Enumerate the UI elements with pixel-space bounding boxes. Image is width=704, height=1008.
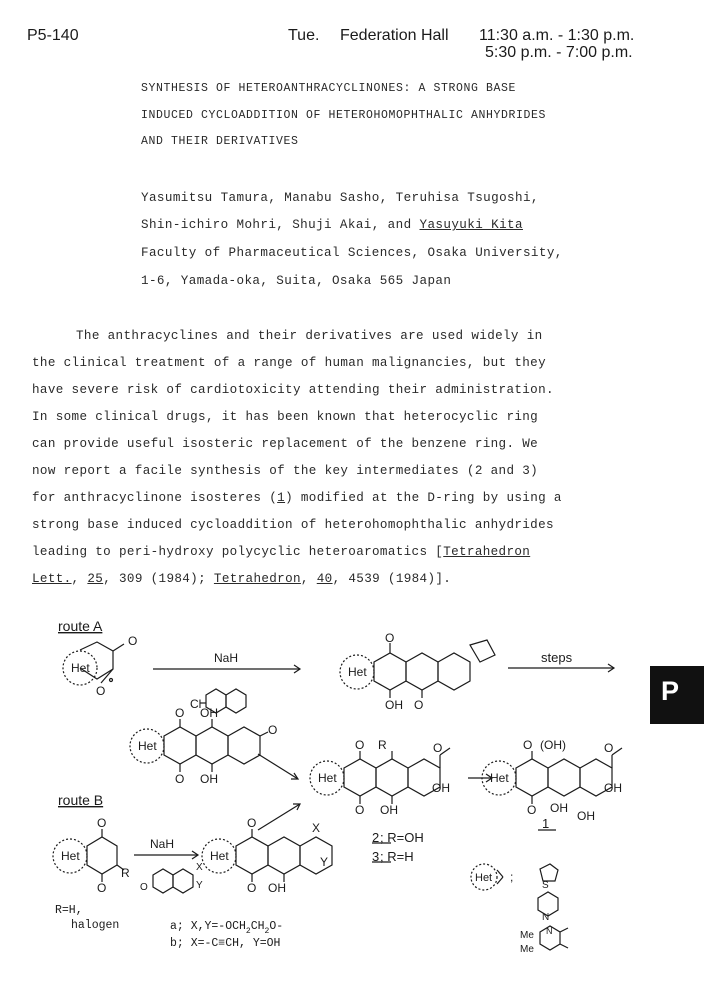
substituent-b: b; X=-C≡CH, Y=OH	[170, 937, 281, 950]
abstract-text: ,	[300, 572, 317, 586]
bond	[612, 748, 622, 755]
journal-name: Lett.	[32, 572, 72, 586]
abstract-text: leading to peri-hydroxy polycyclic heteroaromatics [	[32, 545, 444, 559]
affiliation-line-1: Faculty of Pharmaceutical Sciences, Osaka University,	[141, 246, 563, 260]
reagent-ring	[173, 869, 193, 893]
substituent-r: R=H,	[55, 904, 83, 917]
hydroxyl-label: OH	[380, 803, 398, 817]
reagent-ring	[153, 869, 173, 893]
title-line-1: SYNTHESIS OF HETEROANTHRACYCLINONES: A STRONG BASE	[141, 82, 517, 95]
quinone-ring	[87, 837, 117, 874]
session-time-2: 5:30 p.m. - 7:00 p.m.	[485, 44, 633, 61]
dioxolane-ring	[470, 640, 495, 662]
abstract-text: for anthracyclinone isosteres (	[32, 491, 278, 505]
y-label: Y	[320, 855, 329, 869]
het-label: Het	[318, 771, 337, 785]
carbonyl-o: O	[97, 816, 107, 830]
reaction-arrow	[258, 804, 300, 830]
hydroxyl-label: (OH)	[540, 738, 566, 752]
compound-3-label: 3	[372, 849, 380, 864]
quinone-ring	[516, 759, 548, 796]
subscript: 2	[264, 927, 270, 936]
quinone-ring	[236, 837, 268, 874]
bond	[560, 944, 568, 948]
compound-1-label: 1	[542, 816, 550, 831]
hydroxyl-label: OH	[577, 809, 595, 823]
route-b-label: route B	[58, 792, 104, 808]
chloro-label: Cl	[190, 697, 202, 711]
compound-ref-1: 1	[277, 491, 286, 505]
carbonyl-o: O	[175, 772, 185, 786]
title-line-2: INDUCED CYCLOADDITION OF HETEROHOMOPHTHALIC ANHYDRIDES	[141, 109, 547, 122]
subscript: 2	[245, 927, 251, 936]
session-venue: Federation Hall	[340, 27, 449, 44]
pyridine-n-label: N	[542, 912, 550, 923]
abstract-line-2: the clinical treatment of a range of human malignancies, but they	[32, 356, 546, 370]
carbonyl-o: O	[604, 741, 614, 755]
quinone-ring	[374, 653, 406, 690]
het-label: Het	[138, 739, 157, 753]
substituent-halogen: halogen	[71, 919, 120, 932]
carbonyl-o: O	[97, 881, 107, 895]
x-label: X	[312, 821, 321, 835]
hydroxyl-label: OH	[550, 801, 568, 815]
abstract-line-9	[32, 545, 530, 559]
presenting-author: Yasuyuki Kita	[419, 218, 523, 232]
volume-number: 40	[316, 572, 333, 586]
session-day: Tue.	[288, 27, 320, 44]
section-tab	[650, 666, 704, 724]
abstract-line-3: have severe risk of cardiotoxicity attending their administration.	[32, 383, 554, 397]
carbonyl-o: O	[433, 741, 443, 755]
het-label: Het	[348, 665, 367, 679]
abstract-line-6: now report a facile synthesis of the key intermediates (2 and 3)	[32, 464, 539, 478]
aromatic-ring	[196, 727, 228, 764]
compound-2-sub: ; R=OH	[380, 830, 424, 845]
title-line-3: AND THEIR DERIVATIVES	[141, 135, 299, 148]
het-label: Het	[71, 661, 90, 675]
reagent-nah-b: NaH	[150, 837, 175, 851]
abstract-text: , 309 (1984);	[103, 572, 214, 586]
carbonyl-o: O	[247, 816, 257, 830]
hydroxyl-label: OH	[200, 706, 218, 720]
het-label: Het	[61, 849, 80, 863]
bond	[497, 877, 503, 884]
reagent-nah-a: NaH	[214, 651, 239, 665]
arrow-head	[291, 773, 298, 779]
journal-name: Tetrahedron	[443, 545, 531, 559]
thiophene-s-label: S	[542, 880, 549, 891]
carbonyl-o: O	[527, 803, 537, 817]
carbonyl-o: O	[140, 882, 148, 893]
abstract-line-8: strong base induced cycloaddition of heterohomophthalic anhydrides	[32, 518, 554, 532]
methyl-label: Me	[520, 944, 534, 955]
compound-2-label: 2	[372, 830, 380, 845]
affiliation-line-2: 1-6, Yamada-oka, Suita, Osaka 565 Japan	[141, 274, 452, 288]
carbonyl-o: O	[414, 698, 424, 712]
authors-line-2	[141, 218, 523, 232]
compound-3-sub: ; R=H	[380, 849, 414, 864]
cyclohexane-ring	[438, 653, 470, 690]
abstract-text: ,	[71, 572, 88, 586]
het-label: Het	[475, 872, 493, 884]
carbonyl-o: O	[175, 706, 185, 720]
pyrazine-n-label: N	[546, 926, 553, 936]
hydroxyl-label: OH	[604, 781, 622, 795]
carbonyl-o: O	[355, 803, 365, 817]
bond	[113, 644, 124, 651]
volume-number: 25	[87, 572, 104, 586]
quinone-ring	[164, 727, 196, 764]
sub-text: O-	[269, 920, 284, 933]
methyl-label: Me	[520, 930, 534, 941]
het-label: Het	[490, 771, 509, 785]
bond	[560, 928, 568, 932]
sub-text: a; X,Y=-OCH	[170, 920, 246, 933]
journal-name: Tetrahedron	[213, 572, 301, 586]
carbonyl-o: O	[523, 738, 533, 752]
carbonyl-o: O	[268, 723, 278, 737]
r-group-label: R	[121, 866, 130, 880]
session-id: P5-140	[27, 27, 79, 44]
hydroxyl-label: OH	[385, 698, 403, 712]
aromatic-ring	[406, 653, 438, 690]
section-tab-letter: P	[660, 676, 679, 706]
carbonyl-o: O	[355, 738, 365, 752]
abstract-line-10	[32, 572, 451, 586]
abstract-text: , 4539 (1984)].	[332, 572, 452, 586]
carbonyl-o: O	[385, 631, 395, 645]
hydroxyl-label: OH	[268, 881, 286, 895]
session-time-1: 11:30 a.m. - 1:30 p.m.	[479, 27, 635, 44]
carbonyl-o: O	[128, 634, 138, 648]
abstract-line-4: In some clinical drugs, it has been known that heterocyclic ring	[32, 410, 539, 424]
reaction-scheme	[0, 600, 650, 1000]
aromatic-ring	[268, 837, 300, 874]
hydroxyl-label: OH	[432, 781, 450, 795]
route-a-label: route A	[58, 618, 103, 634]
sub-text: CH	[250, 920, 265, 933]
reaction-arrow	[258, 754, 298, 779]
carbonyl-o: O	[96, 684, 106, 698]
quinone-ring	[344, 759, 376, 796]
hydroxyl-label: OH	[200, 772, 218, 786]
substituent-a	[170, 920, 283, 936]
carbonyl-bond	[260, 732, 268, 736]
cyclohexanone-ring	[228, 727, 260, 764]
abstract-text: ) modified at the D-ring by using a	[285, 491, 562, 505]
thiophene-ring-icon	[540, 864, 558, 881]
carbonyl-o: O	[247, 881, 257, 895]
x-label: X	[196, 862, 203, 873]
aromatic-ring	[376, 759, 408, 796]
aromatic-ring	[548, 759, 580, 796]
bond	[497, 870, 503, 877]
r-group-label: R	[378, 738, 387, 752]
abstract-line-7	[32, 491, 562, 505]
steps-label: steps	[541, 650, 573, 665]
authors-line-1: Yasumitsu Tamura, Manabu Sasho, Teruhisa Tsugoshi,	[141, 191, 539, 205]
het-def-separator: ;	[510, 870, 514, 884]
y-label: Y	[196, 880, 203, 891]
abstract-line-1: The anthracyclines and their derivatives are used widely in	[76, 329, 543, 343]
ring-atom	[110, 679, 113, 682]
abstract-line-5: can provide useful isosteric replacement of the benzene ring. We	[32, 437, 539, 451]
authors-names: Shin-ichiro Mohri, Shuji Akai, and	[141, 218, 420, 232]
het-label: Het	[210, 849, 229, 863]
reagent-ring	[226, 689, 246, 713]
